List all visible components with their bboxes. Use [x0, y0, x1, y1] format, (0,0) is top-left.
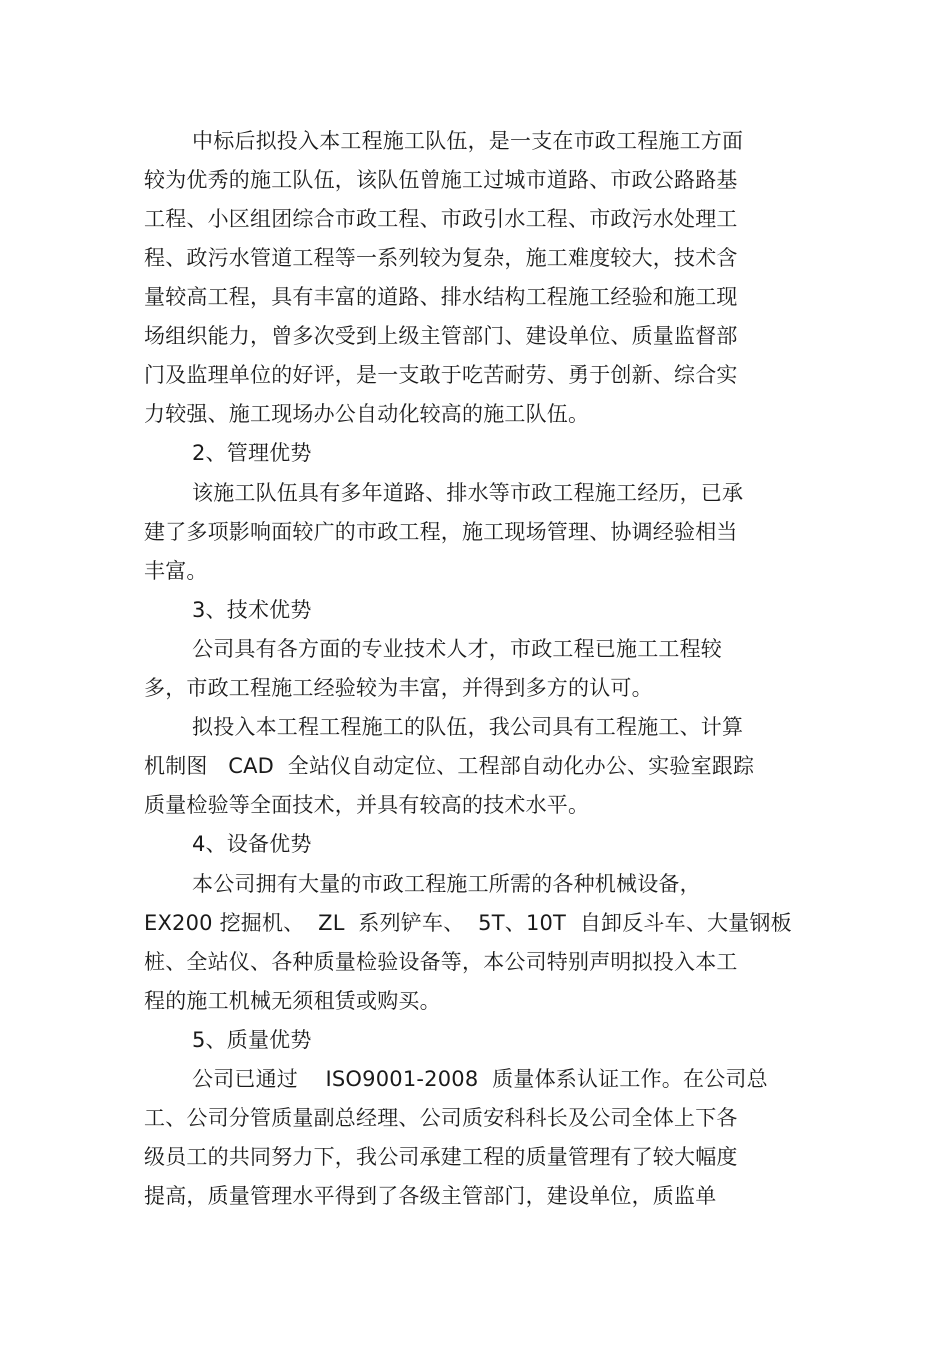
- paragraph-line: 丰富。: [144, 559, 208, 583]
- section-heading: 5、质量优势: [192, 1028, 312, 1052]
- paragraph-line: EX200 挖掘机、 ZL 系列铲车、 5T、10T 自卸反斗车、大量钢板: [144, 911, 792, 935]
- paragraph-line: 建了多项影响面较广的市政工程，施工现场管理、协调经验相当: [144, 520, 738, 544]
- paragraph-line: 拟投入本工程工程施工的队伍，我公司具有工程施工、计算: [192, 715, 744, 739]
- paragraph-line: 该施工队伍具有多年道路、排水等市政工程施工经历，已承: [192, 481, 744, 505]
- paragraph-line: 级员工的共同努力下，我公司承建工程的质量管理有了较大幅度: [144, 1145, 738, 1169]
- paragraph-line: 工程、小区组团综合市政工程、市政引水工程、市政污水处理工: [144, 207, 738, 231]
- paragraph-line: 质量检验等全面技术，并具有较高的技术水平。: [144, 793, 590, 817]
- paragraph-line: 工、公司分管质量副总经理、公司质安科科长及公司全体上下各: [144, 1106, 738, 1130]
- paragraph-line: 门及监理单位的好评，是一支敢于吃苦耐劳、勇于创新、综合实: [144, 363, 738, 387]
- paragraph-line: 公司具有各方面的专业技术人才，市政工程已施工工程较: [192, 637, 722, 661]
- paragraph-line: 较为优秀的施工队伍，该队伍曾施工过城市道路、市政公路路基: [144, 168, 738, 192]
- paragraph-line: 机制图 CAD 全站仪自动定位、工程部自动化办公、实验室跟踪: [144, 754, 755, 778]
- paragraph-line: 桩、全站仪、各种质量检验设备等，本公司特别声明拟投入本工: [144, 950, 738, 974]
- paragraph-line: 力较强、施工现场办公自动化较高的施工队伍。: [144, 402, 590, 426]
- paragraph-line: 公司已通过 ISO9001-2008 质量体系认证工作。在公司总: [192, 1067, 768, 1091]
- paragraph-line: 提高，质量管理水平得到了各级主管部门，建设单位，质监单: [144, 1184, 717, 1208]
- section-heading: 4、设备优势: [192, 832, 312, 856]
- paragraph-line: 本公司拥有大量的市政工程施工所需的各种机械设备，: [192, 872, 701, 896]
- section-heading: 3、技术优势: [192, 598, 312, 622]
- paragraph-line: 量较高工程，具有丰富的道路、排水结构工程施工经验和施工现: [144, 285, 738, 309]
- paragraph-line: 场组织能力，曾多次受到上级主管部门、建设单位、质量监督部: [144, 324, 738, 348]
- section-heading: 2、管理优势: [192, 441, 312, 465]
- paragraph-line: 程的施工机械无须租赁或购买。: [144, 989, 441, 1013]
- paragraph-line: 程、政污水管道工程等一系列较为复杂，施工难度较大，技术含: [144, 246, 738, 270]
- paragraph-line: 多，市政工程施工经验较为丰富，并得到多方的认可。: [144, 676, 653, 700]
- paragraph-line: 中标后拟投入本工程施工队伍，是一支在市政工程施工方面: [192, 129, 744, 153]
